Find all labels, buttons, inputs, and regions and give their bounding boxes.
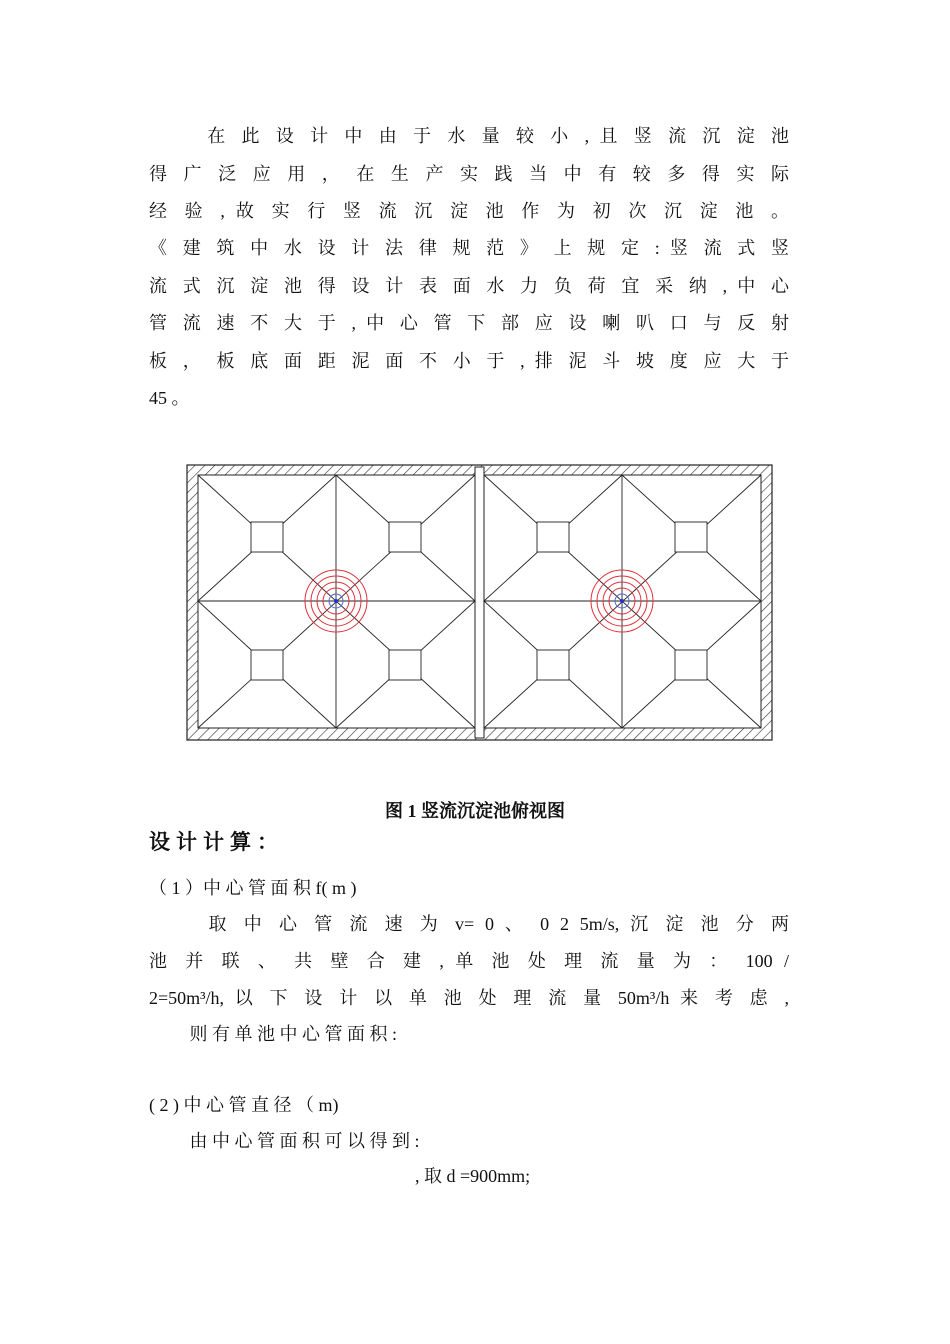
intro-line-7: 板 ， 板 底 面 距 泥 面 不 小 于 , 排 泥 斗 坡 度 应 大 于	[149, 351, 789, 371]
item2-line-1: 由 中 心 管 面 积 可 以 得 到 :	[149, 1131, 420, 1151]
intro-line-8: 45 。	[149, 388, 190, 408]
tank-plan-figure	[186, 464, 774, 742]
item1-line-3: 2=50m³/h, 以 下 设 计 以 单 池 处 理 流 量 50m³/h 来 考 虑 ,	[149, 988, 789, 1008]
intro-line-6: 管 流 速 不 大 于 , 中 心 管 下 部 应 设 喇 叭 口 与 反 射	[149, 313, 789, 333]
item1-line-4: 则 有 单 池 中 心 管 面 积 :	[149, 1024, 397, 1044]
divider-wall	[475, 467, 484, 738]
item1-line-1: 取 中 心 管 流 速 为 v= 0 、 0 2 5m/s, 沉 淀 池 分 两	[149, 914, 789, 934]
item2-title: ( 2 ) 中 心 管 直 径 （ m)	[149, 1095, 339, 1115]
intro-line-3: 经 验 , 故 实 行 竖 流 沉 淀 池 作 为 初 次 沉 淀 池 。	[149, 201, 789, 221]
item1-line-2: 池 并 联 、 共 壁 合 建 , 单 池 处 理 流 量 为 ： 100 /	[149, 951, 789, 971]
intro-line-2: 得 广 泛 应 用 ， 在 生 产 实 践 当 中 有 较 多 得 实 际	[149, 164, 789, 184]
right-center-dot	[620, 599, 624, 603]
left-center-dot	[334, 599, 338, 603]
intro-line-5: 流 式 沉 淀 池 得 设 计 表 面 水 力 负 荷 宜 采 纳 , 中 心	[149, 276, 789, 296]
intro-line-4: 《 建 筑 中 水 设 计 法 律 规 范 》 上 规 定 : 竖 流 式 竖	[149, 238, 789, 258]
intro-line-1: 在 此 设 计 中 由 于 水 量 较 小 , 且 竖 流 沉 淀 池	[149, 126, 789, 146]
item2-line-2: , 取 d =900mm;	[415, 1166, 531, 1186]
figure-caption: 图 1 竖流沉淀池俯视图	[385, 801, 565, 821]
section-heading: 设计计算：	[149, 830, 284, 854]
item1-title: （ 1 ）中 心 管 面 积 f( m )	[149, 878, 357, 898]
